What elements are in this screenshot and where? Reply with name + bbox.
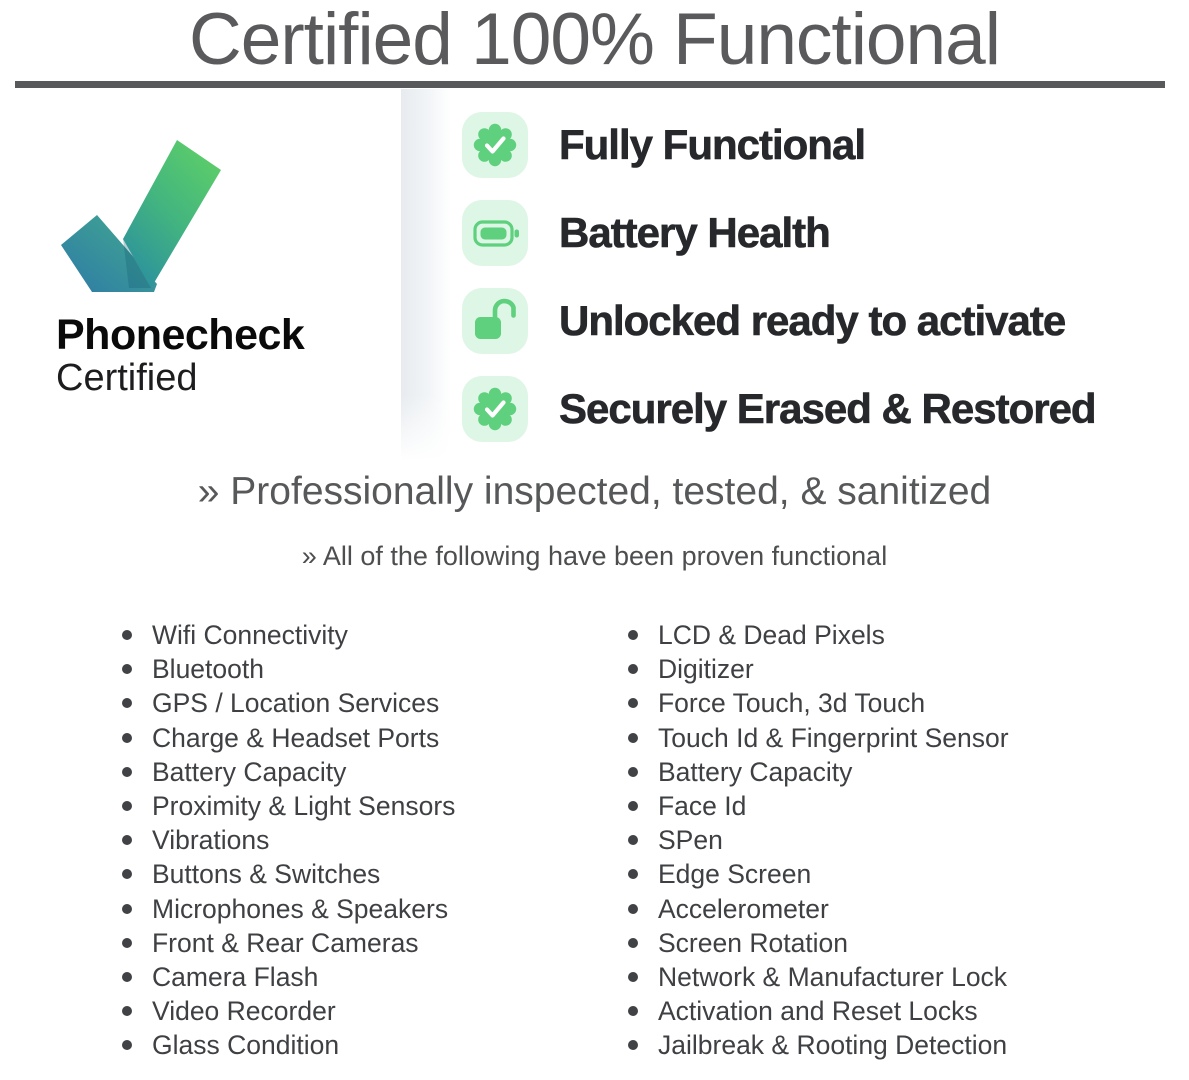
checklist-item: Front & Rear Cameras [122,926,592,960]
page-title-text: Certified 100% Functional [189,0,1000,80]
feature-label: Fully Functional [559,121,865,168]
feature-label: Unlocked ready to activate [559,297,1066,344]
feature-row-securely-erased [462,376,1096,442]
checklist-item: LCD & Dead Pixels [628,618,1148,652]
checklist-item: GPS / Location Services [122,686,592,720]
checklist-item: Charge & Headset Ports [122,721,592,755]
checklist-item: Accelerometer [628,892,1148,926]
checklist-item: Video Recorder [122,994,592,1028]
checklist-item: Vibrations [122,823,592,857]
checklist-item: Screen Rotation [628,926,1148,960]
checklist-right-column [628,618,1148,1062]
battery-icon [462,200,528,266]
subheading-primary: » Professionally inspected, tested, & sanitized [197,470,992,513]
checklist-item: Battery Capacity [628,755,1148,789]
brand-name: Phonecheck [56,311,305,359]
checklist-item: SPen [628,823,1148,857]
feature-label: Securely Erased & Restored [559,385,1096,432]
checklist-item: Battery Capacity [122,755,592,789]
checklist-item: Activation and Reset Locks [628,994,1148,1028]
seal-check-icon [462,112,528,178]
title-underline [15,81,1165,88]
phonecheck-checkmark-logo [58,136,230,296]
checklist-item: Jailbreak & Rooting Detection [628,1028,1148,1062]
icon-tile [462,376,528,442]
checklist-item: Buttons & Switches [122,857,592,891]
checklist-item: Face Id [628,789,1148,823]
checklist-item: Glass Condition [122,1028,592,1062]
checklist-item: Bluetooth [122,652,592,686]
subheading-secondary: » All of the following have been proven functional [301,541,888,571]
feature-label: Battery Health [559,209,830,256]
section-divider [401,89,451,461]
feature-row-unlocked [462,288,1096,354]
checklist-item: Force Touch, 3d Touch [628,686,1148,720]
checklist-item: Digitizer [628,652,1148,686]
feature-list [462,112,1096,442]
feature-row-fully-functional [462,112,1096,178]
checklist-item: Touch Id & Fingerprint Sensor [628,721,1148,755]
checklist-left-column [122,618,592,1062]
checklist-item: Proximity & Light Sensors [122,789,592,823]
icon-tile [462,112,528,178]
checklist-item: Microphones & Speakers [122,892,592,926]
feature-row-battery-health [462,200,1096,266]
icon-tile [462,288,528,354]
lock-open-icon [462,288,528,354]
icon-tile [462,200,528,266]
seal-check-icon [462,376,528,442]
checklist-item: Network & Manufacturer Lock [628,960,1148,994]
checklist-item: Camera Flash [122,960,592,994]
page-title [0,0,1189,80]
brand-subtitle: Certified [56,357,198,399]
checklist-item: Wifi Connectivity [122,618,592,652]
checklist-item: Edge Screen [628,857,1148,891]
